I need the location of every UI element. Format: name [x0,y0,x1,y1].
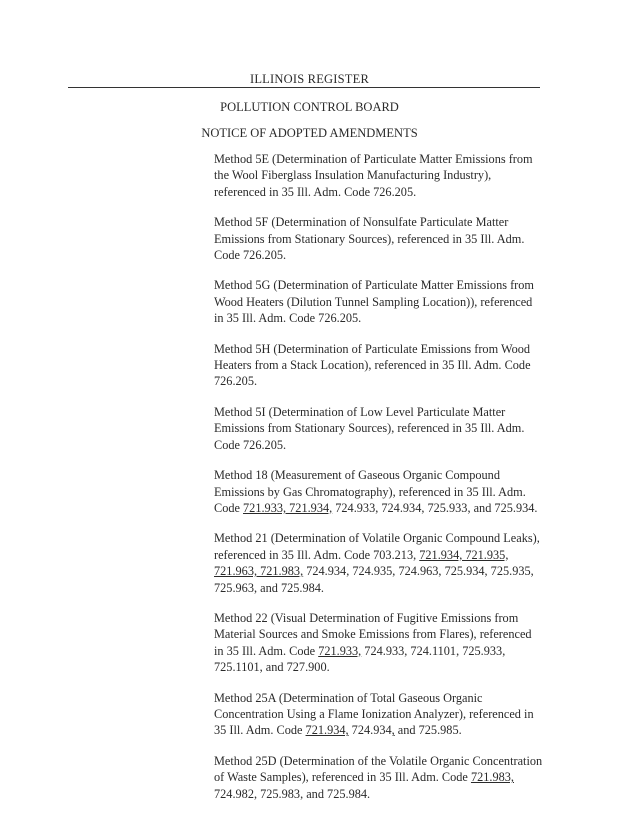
amended-citation: 721.933, [318,643,362,658]
method-text: Method 5E (Determination of Particulate Matter Emissions from the Wool Fiberglass Insulation Manufacturing Industry), referenced in 35 Ill. Adm. Code 726.205. [214,152,533,199]
method-text: Method 5H (Determination of Particulate Emissions from Wood Heaters from a Stack Location), referenced in 35 Ill. Adm. Code 726.205. [214,341,531,389]
method-paragraph [214,404,544,453]
agency-heading: POLLUTION CONTROL BOARD [220,100,399,114]
header-divider [68,87,540,88]
amended-citation: 721.934, 721.935, 721.963, 721.983, [214,547,509,579]
method-text: Method 21 (Determination of Volatile Organic Compound Leaks), referenced in 35 Ill. Adm. Code 703.213, [214,531,540,562]
method-paragraph [214,277,544,326]
method-paragraph [214,530,544,596]
method-text: 724.933, 724.1101, 725.933, 725.1101, and 727.900. [214,643,506,675]
method-text: Method 25D (Determination of the Volatile Organic Concentration of Waste Samples), referenced in 35 Ill. Adm. Code [214,753,543,785]
method-paragraph [214,753,544,802]
amended-citation: , [391,723,395,738]
method-text: Method 18 (Measurement of Gaseous Organic Compound Emissions by Gas Chromatography), referenced in 35 Ill. Adm. Code [214,468,526,515]
method-list [214,151,544,816]
method-text: 724.934 [348,723,392,738]
method-text: Method 5I (Determination of Low Level Particulate Matter Emissions from Stationary Sources), referenced in 35 Ill. Adm. Code 726.205. [214,404,525,452]
method-text: 724.982, 725.983, and 725.984. [214,786,371,801]
method-paragraph [214,690,544,739]
notice-heading: NOTICE OF ADOPTED AMENDMENTS [201,126,418,140]
method-text: Method 5G (Determination of Particulate Matter Emissions from Wood Heaters (Dilution Tunnel Sampling Location)), referenced in 35 Ill. Adm. Code 726.205. [214,278,534,326]
amended-citation: 721.934, [305,723,349,738]
method-paragraph [214,151,544,200]
amended-citation: 721.933, 721.934, [243,500,333,515]
method-text: 724.934, 724.935, 724.963, 725.934, 725.935, 725.963, and 725.984. [214,564,534,595]
method-paragraph [214,341,544,390]
method-paragraph [214,214,544,263]
method-text: 724.933, 724.934, 725.933, and 725.934. [332,500,538,515]
method-paragraph [214,467,544,516]
method-paragraph [214,610,544,676]
method-text: Method 22 (Visual Determination of Fugitive Emissions from Material Sources and Smoke Emissions from Flares), referenced in 35 Ill. Adm. Code [214,610,532,658]
register-title: ILLINOIS REGISTER [249,72,369,86]
method-text: Method 5F (Determination of Nonsulfate Particulate Matter Emissions from Stationary Sources), referenced in 35 Ill. Adm. Code 726.205. [214,215,525,263]
method-text: and 725.985. [394,723,462,738]
method-text: Method 25A (Determination of Total Gaseous Organic Concentration Using a Flame Ionization Analyzer), referenced in 35 Ill. Adm. Code [214,690,534,738]
amended-citation: 721.983, [470,770,514,785]
